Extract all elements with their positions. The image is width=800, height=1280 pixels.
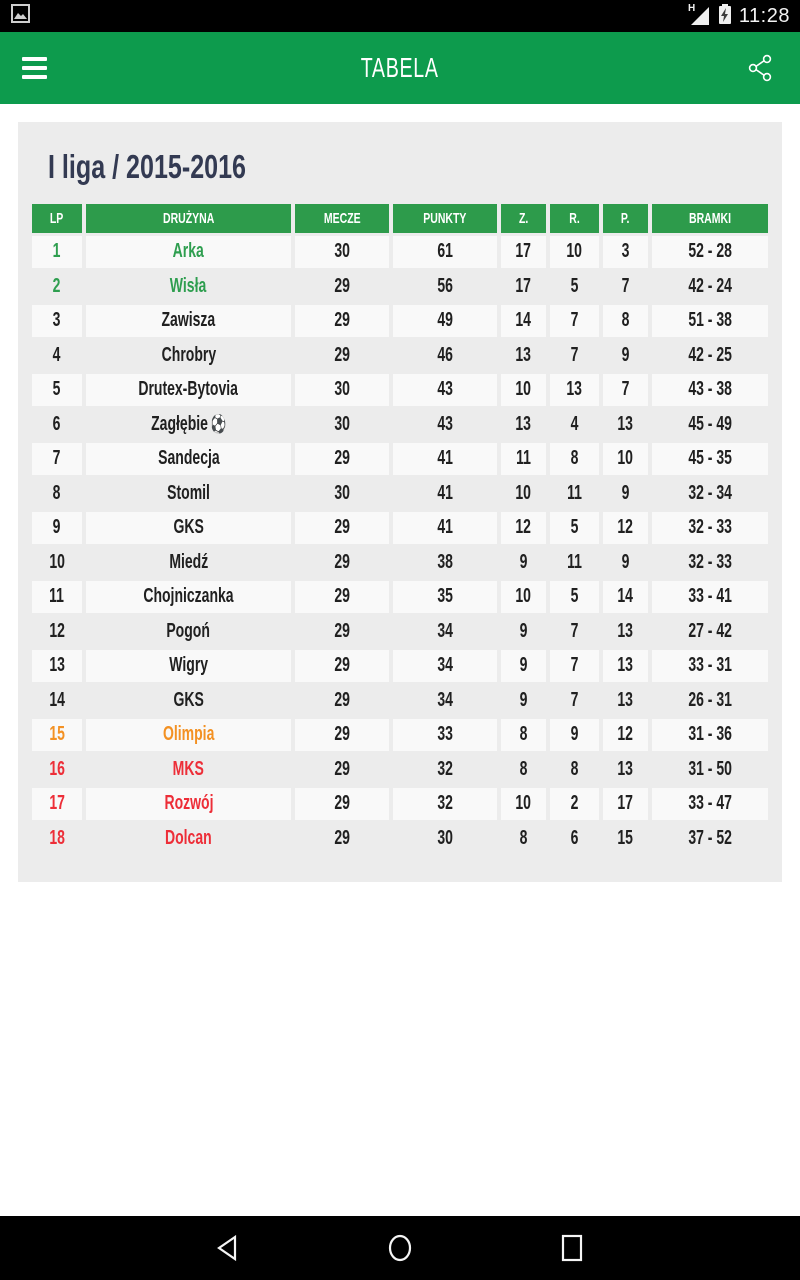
row-8-bramki-cell[interactable]: 32 - 34	[688, 481, 732, 504]
row-17-mecze-cell[interactable]: 29	[295, 788, 389, 820]
row-18-z-cell[interactable]: 8	[519, 826, 528, 849]
row-2-z-cell[interactable]: 17	[515, 274, 532, 297]
row-11-z-cell[interactable]: 10	[501, 581, 546, 613]
row-10-lp-cell[interactable]: 10	[49, 550, 65, 573]
row-12-team-cell[interactable]: Pogoń	[166, 619, 211, 642]
row-17-team-cell[interactable]: Rozwój	[86, 788, 291, 820]
row-11-r-cell[interactable]: 5	[550, 581, 599, 613]
row-6-z-cell[interactable]: 13	[515, 412, 532, 435]
row-7-lp-cell[interactable]: 7	[32, 443, 82, 475]
row-2-mecze-cell[interactable]: 29	[334, 274, 350, 297]
league-table	[32, 204, 768, 854]
recents-icon[interactable]	[557, 1233, 587, 1263]
row-9-team-cell[interactable]: GKS	[86, 512, 291, 544]
soccer-ball-icon: ⚽	[210, 413, 227, 435]
screenshot-notification-icon	[10, 3, 31, 29]
row-2-p-cell[interactable]: 7	[621, 274, 630, 297]
column-header-z: Z.	[501, 204, 546, 233]
row-5-mecze-cell[interactable]: 30	[295, 374, 389, 406]
row-10-z-cell[interactable]: 9	[519, 550, 528, 573]
row-6-bramki-cell[interactable]: 45 - 49	[688, 412, 732, 435]
row-12-p-cell[interactable]: 13	[617, 619, 634, 642]
page-title: TABELA	[361, 52, 439, 83]
row-3-team-cell[interactable]: Zawisza	[86, 305, 291, 337]
row-17-lp-cell[interactable]: 17	[32, 788, 82, 820]
row-1-team-cell[interactable]: Arka	[86, 236, 291, 268]
row-6-lp-cell[interactable]: 6	[53, 412, 61, 435]
row-5-z-cell[interactable]: 10	[501, 374, 546, 406]
row-3-punkty-cell[interactable]: 49	[393, 305, 497, 337]
row-15-team-cell[interactable]: Olimpia	[86, 719, 291, 751]
row-13-team-cell[interactable]: Wigry	[86, 650, 291, 682]
row-13-p-cell[interactable]: 13	[603, 650, 648, 682]
row-13-bramki-cell[interactable]: 33 - 31	[652, 650, 768, 682]
row-18-team-cell[interactable]: Dolcan	[165, 826, 212, 849]
share-icon[interactable]	[742, 50, 778, 86]
row-3-bramki-cell[interactable]: 51 - 38	[652, 305, 768, 337]
android-nav-bar	[0, 1216, 800, 1280]
row-18-p-cell[interactable]: 15	[617, 826, 634, 849]
column-header-mecze: MECZE	[295, 204, 389, 233]
row-17-bramki-cell[interactable]: 33 - 47	[652, 788, 768, 820]
row-5-bramki-cell[interactable]: 43 - 38	[652, 374, 768, 406]
row-13-lp-cell[interactable]: 13	[32, 650, 82, 682]
row-17-z-cell[interactable]: 10	[501, 788, 546, 820]
row-7-punkty-cell[interactable]: 41	[393, 443, 497, 475]
row-8-team-cell[interactable]: Stomil	[167, 481, 210, 504]
row-9-bramki-cell[interactable]: 32 - 33	[652, 512, 768, 544]
row-6-team-cell[interactable]: Zagłębie ⚽	[150, 412, 227, 435]
column-header-bramki: BRAMKI	[652, 204, 768, 233]
row-13-r-cell[interactable]: 7	[550, 650, 599, 682]
row-1-punkty-cell[interactable]: 61	[393, 236, 497, 268]
row-16-team-cell[interactable]: MKS	[172, 757, 205, 780]
row-7-bramki-cell[interactable]: 45 - 35	[652, 443, 768, 475]
row-8-lp-cell[interactable]: 8	[53, 481, 61, 504]
row-12-r-cell[interactable]: 7	[570, 619, 579, 642]
row-4-lp-cell[interactable]: 4	[53, 343, 61, 366]
row-9-lp-cell[interactable]: 9	[32, 512, 82, 544]
row-18-punkty-cell[interactable]: 30	[437, 826, 453, 849]
row-1-bramki-cell[interactable]: 52 - 28	[652, 236, 768, 268]
row-7-r-cell[interactable]: 8	[550, 443, 599, 475]
row-11-mecze-cell[interactable]: 29	[295, 581, 389, 613]
row-2-lp-cell[interactable]: 2	[53, 274, 61, 297]
app-bar	[0, 32, 800, 104]
row-4-bramki-cell[interactable]: 42 - 25	[688, 343, 732, 366]
home-icon[interactable]	[385, 1233, 415, 1263]
row-6-p-cell[interactable]: 13	[617, 412, 634, 435]
row-12-punkty-cell[interactable]: 34	[437, 619, 453, 642]
row-15-punkty-cell[interactable]: 33	[393, 719, 497, 751]
row-15-z-cell[interactable]: 8	[501, 719, 546, 751]
row-12-z-cell[interactable]: 9	[519, 619, 528, 642]
row-5-team-cell[interactable]: Drutex-Bytovia	[86, 374, 291, 406]
row-2-punkty-cell[interactable]: 56	[437, 274, 453, 297]
row-15-bramki-cell[interactable]: 31 - 36	[652, 719, 768, 751]
row-10-mecze-cell[interactable]: 29	[334, 550, 350, 573]
row-17-punkty-cell[interactable]: 32	[393, 788, 497, 820]
row-7-mecze-cell[interactable]: 29	[295, 443, 389, 475]
row-9-r-cell[interactable]: 5	[550, 512, 599, 544]
row-11-team-cell[interactable]: Chojniczanka	[86, 581, 291, 613]
row-7-z-cell[interactable]: 11	[501, 443, 546, 475]
row-2-bramki-cell[interactable]: 42 - 24	[688, 274, 732, 297]
svg-text:H: H	[687, 2, 696, 14]
row-3-z-cell[interactable]: 14	[501, 305, 546, 337]
row-4-team-cell[interactable]: Chrobry	[161, 343, 216, 366]
row-9-mecze-cell[interactable]: 29	[295, 512, 389, 544]
row-8-r-cell[interactable]: 11	[567, 481, 582, 504]
row-14-p-cell[interactable]: 13	[617, 688, 634, 711]
row-18-lp-cell[interactable]: 18	[49, 826, 65, 849]
column-header-team: DRUŻYNA	[86, 204, 291, 233]
row-3-r-cell[interactable]: 7	[550, 305, 599, 337]
row-8-mecze-cell[interactable]: 30	[334, 481, 350, 504]
row-2-r-cell[interactable]: 5	[570, 274, 579, 297]
row-13-punkty-cell[interactable]: 34	[393, 650, 497, 682]
row-11-p-cell[interactable]: 14	[603, 581, 648, 613]
row-17-r-cell[interactable]: 2	[550, 788, 599, 820]
row-5-r-cell[interactable]: 13	[550, 374, 599, 406]
row-11-punkty-cell[interactable]: 35	[393, 581, 497, 613]
row-1-lp-cell[interactable]: 1	[32, 236, 82, 268]
row-16-bramki-cell[interactable]: 31 - 50	[688, 757, 732, 780]
row-10-p-cell[interactable]: 9	[621, 550, 630, 573]
row-4-z-cell[interactable]: 13	[515, 343, 532, 366]
row-15-lp-cell[interactable]: 15	[32, 719, 82, 751]
row-8-punkty-cell[interactable]: 41	[437, 481, 453, 504]
row-10-bramki-cell[interactable]: 32 - 33	[688, 550, 732, 573]
row-3-mecze-cell[interactable]: 29	[295, 305, 389, 337]
row-10-punkty-cell[interactable]: 38	[437, 550, 453, 573]
row-5-lp-cell[interactable]: 5	[32, 374, 82, 406]
row-12-bramki-cell[interactable]: 27 - 42	[688, 619, 732, 642]
row-14-r-cell[interactable]: 7	[570, 688, 579, 711]
row-1-mecze-cell[interactable]: 30	[295, 236, 389, 268]
row-17-p-cell[interactable]: 17	[603, 788, 648, 820]
row-4-r-cell[interactable]: 7	[570, 343, 579, 366]
row-14-bramki-cell[interactable]: 26 - 31	[688, 688, 732, 711]
column-header-punkty: PUNKTY	[393, 204, 497, 233]
row-4-mecze-cell[interactable]: 29	[334, 343, 350, 366]
row-1-z-cell[interactable]: 17	[501, 236, 546, 268]
row-4-punkty-cell[interactable]: 46	[437, 343, 453, 366]
row-2-team-cell[interactable]: Wisła	[170, 274, 207, 297]
row-13-mecze-cell[interactable]: 29	[295, 650, 389, 682]
row-11-lp-cell[interactable]: 11	[32, 581, 82, 613]
row-10-team-cell[interactable]: Miedź	[169, 550, 208, 573]
row-8-p-cell[interactable]: 9	[621, 481, 630, 504]
row-6-punkty-cell[interactable]: 43	[437, 412, 453, 435]
row-11-bramki-cell[interactable]: 33 - 41	[652, 581, 768, 613]
row-7-team-cell[interactable]: Sandecja	[86, 443, 291, 475]
mobile-signal-icon	[685, 1, 711, 32]
row-10-r-cell[interactable]: 11	[567, 550, 582, 573]
status-bar	[0, 0, 800, 32]
row-14-mecze-cell[interactable]: 29	[334, 688, 350, 711]
row-15-mecze-cell[interactable]: 29	[295, 719, 389, 751]
row-14-z-cell[interactable]: 9	[519, 688, 528, 711]
column-header-r: R.	[550, 204, 599, 233]
row-6-mecze-cell[interactable]: 30	[334, 412, 350, 435]
row-16-z-cell[interactable]: 8	[519, 757, 528, 780]
row-18-r-cell[interactable]: 6	[570, 826, 579, 849]
back-icon[interactable]	[213, 1233, 243, 1263]
row-14-punkty-cell[interactable]: 34	[437, 688, 453, 711]
row-5-p-cell[interactable]: 7	[603, 374, 648, 406]
row-12-mecze-cell[interactable]: 29	[334, 619, 350, 642]
battery-charging-icon	[717, 1, 733, 32]
row-14-lp-cell[interactable]: 14	[49, 688, 65, 711]
row-16-r-cell[interactable]: 8	[570, 757, 579, 780]
row-15-p-cell[interactable]: 12	[603, 719, 648, 751]
row-14-team-cell[interactable]: GKS	[173, 688, 204, 711]
row-16-p-cell[interactable]: 13	[617, 757, 634, 780]
column-header-lp: LP	[32, 204, 82, 233]
row-16-lp-cell[interactable]: 16	[49, 757, 65, 780]
row-3-p-cell[interactable]: 8	[603, 305, 648, 337]
row-16-mecze-cell[interactable]: 29	[334, 757, 350, 780]
row-9-z-cell[interactable]: 12	[501, 512, 546, 544]
row-12-lp-cell[interactable]: 12	[49, 619, 65, 642]
row-16-punkty-cell[interactable]: 32	[437, 757, 453, 780]
league-season-heading: I liga / 2015-2016	[48, 148, 246, 185]
row-5-punkty-cell[interactable]: 43	[393, 374, 497, 406]
column-header-p: P.	[603, 204, 648, 233]
row-9-p-cell[interactable]: 12	[603, 512, 648, 544]
row-7-p-cell[interactable]: 10	[603, 443, 648, 475]
league-table-card	[18, 122, 782, 882]
row-9-punkty-cell[interactable]: 41	[393, 512, 497, 544]
clock: 11:28	[738, 4, 790, 27]
row-15-r-cell[interactable]: 9	[550, 719, 599, 751]
row-4-p-cell[interactable]: 9	[621, 343, 630, 366]
row-18-mecze-cell[interactable]: 29	[334, 826, 350, 849]
row-3-lp-cell[interactable]: 3	[32, 305, 82, 337]
row-18-bramki-cell[interactable]: 37 - 52	[688, 826, 732, 849]
row-6-r-cell[interactable]: 4	[570, 412, 579, 435]
row-8-z-cell[interactable]: 10	[515, 481, 532, 504]
row-1-p-cell[interactable]: 3	[603, 236, 648, 268]
row-13-z-cell[interactable]: 9	[501, 650, 546, 682]
row-1-r-cell[interactable]: 10	[550, 236, 599, 268]
